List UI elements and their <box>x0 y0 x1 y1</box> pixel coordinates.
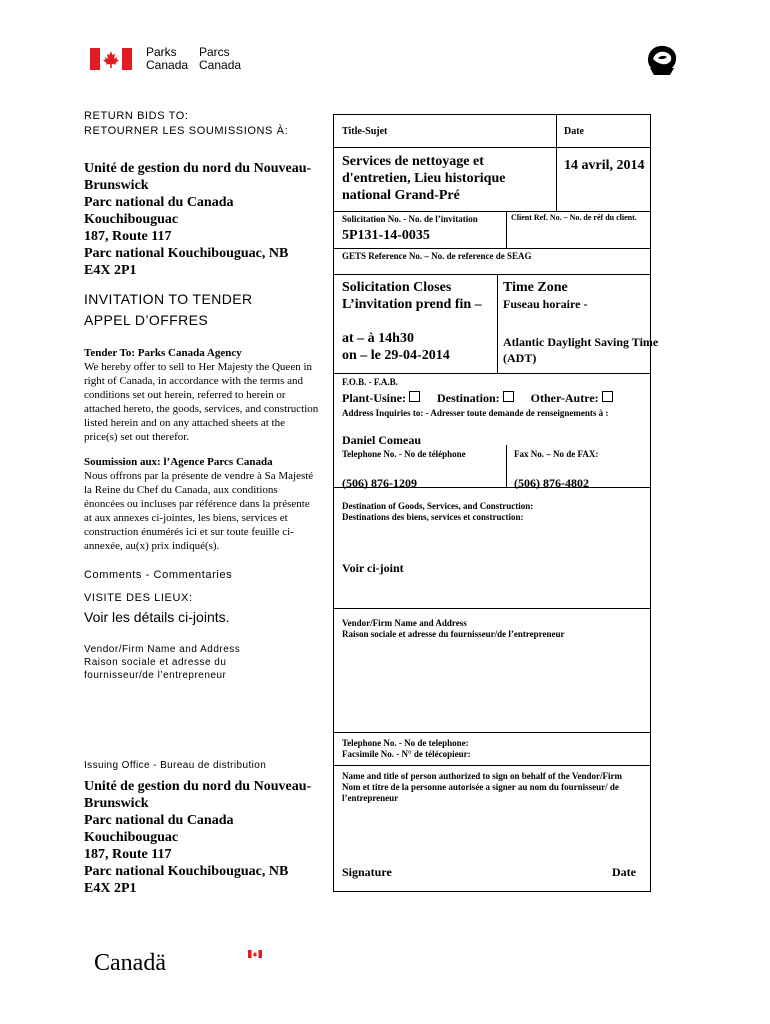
soumission-text-line: Nous offrons par la présente de vendre à Sa Majesté <box>84 470 314 482</box>
address-line: Unité de gestion du nord du Nouveau- <box>84 161 312 176</box>
title-line: national Grand-Pré <box>342 188 460 203</box>
canada-flag-icon <box>90 48 132 70</box>
issuing-office-label: Issuing Office - Bureau de distribution <box>84 760 267 771</box>
date-value: 14 avril, 2014 <box>564 158 645 173</box>
authorized-line: Name and title of person authorized to sign on behalf of the Vendor/Firm <box>342 771 622 781</box>
tender-text-line: listed herein and on any attached sheets at the <box>84 417 285 429</box>
soumission-heading: Soumission aux: l’Agence Parcs Canada <box>84 456 273 468</box>
title-line: d'entretien, Lieu historique <box>342 171 506 186</box>
address-line: E4X 2P1 <box>84 881 137 896</box>
fax-label: Fax No. – No de FAX: <box>514 449 599 459</box>
address-line: E4X 2P1 <box>84 263 137 278</box>
soumission-text-line: la Reine du Chef du Canada, aux conditions <box>84 484 278 496</box>
tender-text-line: We hereby offer to sell to Her Majesty the Queen in <box>84 361 313 373</box>
divider <box>506 211 507 248</box>
address-inquiries-label: Address Inquiries to: - Adresser toute demande de renseignements à : <box>342 408 609 418</box>
parcs-canada-fr <box>199 46 241 72</box>
return-bids-label-fr: RETOURNER LES SOUMISSIONS À: <box>84 125 289 137</box>
tel-fax-label <box>342 738 471 760</box>
divider <box>334 732 650 733</box>
signature-date-label: Date <box>612 865 636 879</box>
tender-text-line: right of Canada, in accordance with the terms and <box>84 375 304 387</box>
fob-label: F.O.B. - F.A.B. <box>342 377 398 387</box>
address-line: Brunswick <box>84 178 149 193</box>
divider <box>334 765 650 766</box>
vendor-name-label <box>342 618 565 640</box>
timezone-en: Time Zone <box>503 280 568 295</box>
title-line: Services de nettoyage et <box>342 154 484 169</box>
parcs-word: Parcs <box>199 45 230 59</box>
solicitation-closes-label <box>342 279 482 313</box>
vendor-name-en: Vendor/Firm Name and Address <box>342 618 467 628</box>
destination-label: Destination: <box>437 391 500 405</box>
canada-wordmark <box>94 950 166 977</box>
canada-fr-word: Canada <box>199 58 242 72</box>
time-zone-label <box>503 279 587 312</box>
authorized-line: l’entrepreneur <box>342 793 399 803</box>
divider <box>334 211 650 212</box>
gets-reference-label: GETS Reference No. – No. de reference de SEAG <box>342 251 532 261</box>
divider <box>556 115 557 211</box>
tender-text-line: price(s) set out therefor. <box>84 431 190 443</box>
tender-text-line: conditions set out herein, referred to herein or <box>84 389 286 401</box>
destination-goods-en: Destination of Goods, Services, and Construction: <box>342 501 534 511</box>
divider <box>334 147 650 148</box>
closing-time-date <box>342 330 450 364</box>
site-visit-label: VISITE DES LIEUX: <box>84 592 193 604</box>
closes-en: Solicitation Closes <box>342 280 452 295</box>
issuing-address <box>84 778 311 897</box>
closing-time: at – à 14h30 <box>342 331 414 346</box>
vendor-firm-label <box>84 643 240 682</box>
closing-date: on – le 29-04-2014 <box>342 348 450 363</box>
solicitation-label: Solicitation No. - No. de l’invitation <box>342 214 478 224</box>
soumission-text-line: énoncées ou incluses par référence dans la présente <box>84 498 310 510</box>
destination-goods-fr: Destinations des biens, services et construction: <box>342 512 524 522</box>
parks-canada-en <box>146 46 188 72</box>
tender-to-block <box>84 346 318 444</box>
parks-canada-beaver-logo <box>644 42 680 78</box>
authorized-person-label <box>342 771 622 804</box>
tender-form-box <box>333 114 659 892</box>
address-line: Parc national du Canada <box>84 813 234 828</box>
wordmark-flag-icon <box>248 950 262 958</box>
date-label: Date <box>564 126 584 137</box>
vendor-label-line: Vendor/Firm Name and Address <box>84 644 241 655</box>
vendor-label-line: fournisseur/de l’entrepreneur <box>84 670 227 681</box>
plant-usine-checkbox[interactable] <box>409 391 420 402</box>
soumission-text-line: at aux annexes ci-jointes, les biens, services et <box>84 512 288 524</box>
telephone-label: Telephone No. - No de téléphone <box>342 449 466 459</box>
vendor-label-line: Raison sociale et adresse du <box>84 657 227 668</box>
invitation-heading <box>84 289 253 331</box>
telephone-line: Telephone No. - No de telephone: <box>342 738 469 748</box>
timezone-fr: Fuseau horaire - <box>503 297 588 311</box>
invitation-en: INVITATION TO TENDER <box>84 291 253 307</box>
fax-value: (506) 876-4802 <box>514 476 589 490</box>
address-line: Brunswick <box>84 796 149 811</box>
closes-fr: L’invitation prend fin – <box>342 297 482 312</box>
invitation-fr: APPEL D’OFFRES <box>84 312 209 328</box>
fob-options <box>342 391 613 406</box>
title-value <box>342 153 505 204</box>
comments-label: Comments - Commentaries <box>84 569 233 581</box>
return-bids-label-en: RETURN BIDS TO: <box>84 110 189 122</box>
divider <box>334 373 650 374</box>
soumission-text-line: annexée, au(x) prix indiqué(s). <box>84 540 220 552</box>
other-autre-label: Other-Autre: <box>530 391 599 405</box>
address-line: Kouchibouguac <box>84 212 179 227</box>
tender-text-line: attached hereto, the goods, services, and construction <box>84 403 319 415</box>
address-line: Parc national du Canada <box>84 195 234 210</box>
telephone-value: (506) 876-1209 <box>342 476 417 490</box>
client-ref-label: Client Ref. No. – No. de réf du client. <box>511 213 637 222</box>
title-label: Title-Sujet <box>342 126 388 137</box>
divider <box>334 608 650 609</box>
destination-checkbox[interactable] <box>503 391 514 402</box>
plant-usine-label: Plant-Usine: <box>342 391 406 405</box>
other-autre-checkbox[interactable] <box>602 391 613 402</box>
parks-word: Parks <box>146 45 177 59</box>
return-address <box>84 160 311 279</box>
address-line: Parc national Kouchibouguac, NB <box>84 864 289 879</box>
address-line: Kouchibouguac <box>84 830 179 845</box>
solicitation-number: 5P131-14-0035 <box>342 228 430 243</box>
timezone-value-line: (ADT) <box>503 351 537 365</box>
address-line: 187, Route 117 <box>84 847 172 862</box>
address-line: Unité de gestion du nord du Nouveau- <box>84 779 312 794</box>
tender-to-heading: Tender To: Parks Canada Agency <box>84 347 242 359</box>
signature-label: Signature <box>342 865 392 879</box>
divider <box>497 274 498 373</box>
soumission-text-line: construction énumérés ici et sur toute feuille ci- <box>84 526 294 538</box>
vendor-name-fr: Raison sociale et adresse du fournisseur/de l’entrepreneur <box>342 629 565 639</box>
divider <box>506 445 507 487</box>
destination-value: Voir ci-joint <box>342 561 404 575</box>
site-visit-value: Voir les détails ci-joints. <box>84 609 230 625</box>
time-zone-value <box>503 334 658 366</box>
divider <box>334 248 650 249</box>
timezone-value-line: Atlantic Daylight Saving Time <box>503 335 659 349</box>
canada-word: Canada <box>146 58 189 72</box>
contact-name: Daniel Comeau <box>342 433 421 447</box>
canada-wordmark-text: Canadä <box>94 950 166 976</box>
address-line: 187, Route 117 <box>84 229 172 244</box>
address-line: Parc national Kouchibouguac, NB <box>84 246 289 261</box>
divider <box>334 274 650 275</box>
destination-goods-label <box>342 501 533 523</box>
facsimile-line: Facsimile No. - N° de télécopieur: <box>342 749 471 759</box>
soumission-block <box>84 455 313 553</box>
authorized-line: Nom et titre de la personne autorisée a signer au nom du fournisseur/ de <box>342 782 619 792</box>
